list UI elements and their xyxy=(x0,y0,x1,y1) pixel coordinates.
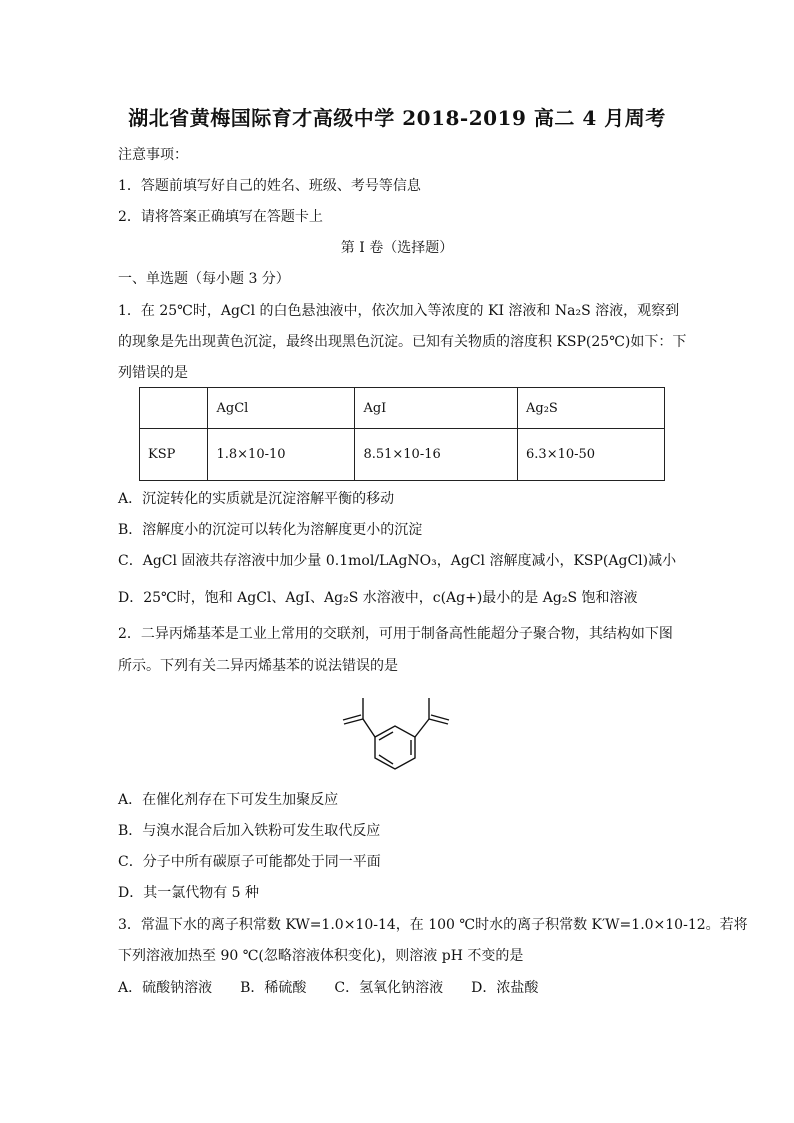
q2-option-d: D．其一氯代物有 5 种 xyxy=(118,885,260,901)
exam-title: 湖北省黄梅国际育才高级中学 2018-2019 高二 4 月周考 xyxy=(128,106,666,130)
q2-option-b: B．与溴水混合后加入铁粉可发生取代反应 xyxy=(118,823,381,839)
table-header-cell: AgCl xyxy=(208,388,355,429)
table-header-cell xyxy=(140,388,208,429)
q2-line-2: 所示。下列有关二异丙烯基苯的说法错误的是 xyxy=(118,658,398,674)
section-heading: 第 I 卷（选择题） xyxy=(340,240,454,256)
table-header-cell: AgI xyxy=(355,388,518,429)
q1-line-2: 的现象是先出现黄色沉淀，最终出现黑色沉淀。已知有关物质的溶度积 KSP(25℃)如下：下 xyxy=(118,334,687,350)
notes-item-2: 2．请将答案正确填写在答题卡上 xyxy=(118,209,323,225)
table-cell: 6.3×10-50 xyxy=(518,429,665,481)
q3-options: A．硫酸钠溶液 B．稀硫酸 C．氢氧化钠溶液 D．浓盐酸 xyxy=(118,980,539,996)
q3-line-1: 3．常温下水的离子积常数 KW=1.0×10-14，在 100 ℃时水的离子积常数 K′W=1.0×10-12。若将 xyxy=(118,917,748,933)
table-cell: 8.51×10-16 xyxy=(355,429,518,481)
q1-line-3: 列错误的是 xyxy=(118,365,188,381)
table-header-cell: Ag₂S xyxy=(518,388,665,429)
q2-option-a: A．在催化剂存在下可发生加聚反应 xyxy=(118,792,339,808)
q1-option-b: B．溶解度小的沉淀可以转化为溶解度更小的沉淀 xyxy=(118,522,423,538)
q1-option-c: C．AgCl 固液共存溶液中加少量 0.1mol/LAgNO₃，AgCl 溶解度减小，KSP(AgCl)减小 xyxy=(118,553,677,569)
table-row-label: KSP xyxy=(140,429,208,481)
ksp-table xyxy=(139,387,665,481)
diisopropenylbenzene-structure xyxy=(330,690,460,770)
notes-item-1: 1．答题前填写好自己的姓名、班级、考号等信息 xyxy=(118,178,421,194)
notes-heading: 注意事项： xyxy=(118,147,188,163)
part-heading: 一、单选题（每小题 3 分） xyxy=(118,271,290,287)
q1-line-1: 1．在 25℃时，AgCl 的白色悬浊液中，依次加入等浓度的 KI 溶液和 Na₂S 溶液，观察到 xyxy=(118,303,680,319)
q1-option-d: D．25℃时，饱和 AgCl、AgI、Ag₂S 水溶液中，c(Ag+)最小的是 Ag₂S 饱和溶液 xyxy=(118,590,638,606)
q2-line-1: 2．二异丙烯基苯是工业上常用的交联剂，可用于制备高性能超分子聚合物，其结构如下图 xyxy=(118,626,673,642)
q2-option-c: C．分子中所有碳原子可能都处于同一平面 xyxy=(118,854,381,870)
q1-option-a: A．沉淀转化的实质就是沉淀溶解平衡的移动 xyxy=(118,491,395,507)
q3-line-2: 下列溶液加热至 90 ℃(忽略溶液体积变化)，则溶液 pH 不变的是 xyxy=(118,948,524,964)
table-cell: 1.8×10-10 xyxy=(208,429,355,481)
